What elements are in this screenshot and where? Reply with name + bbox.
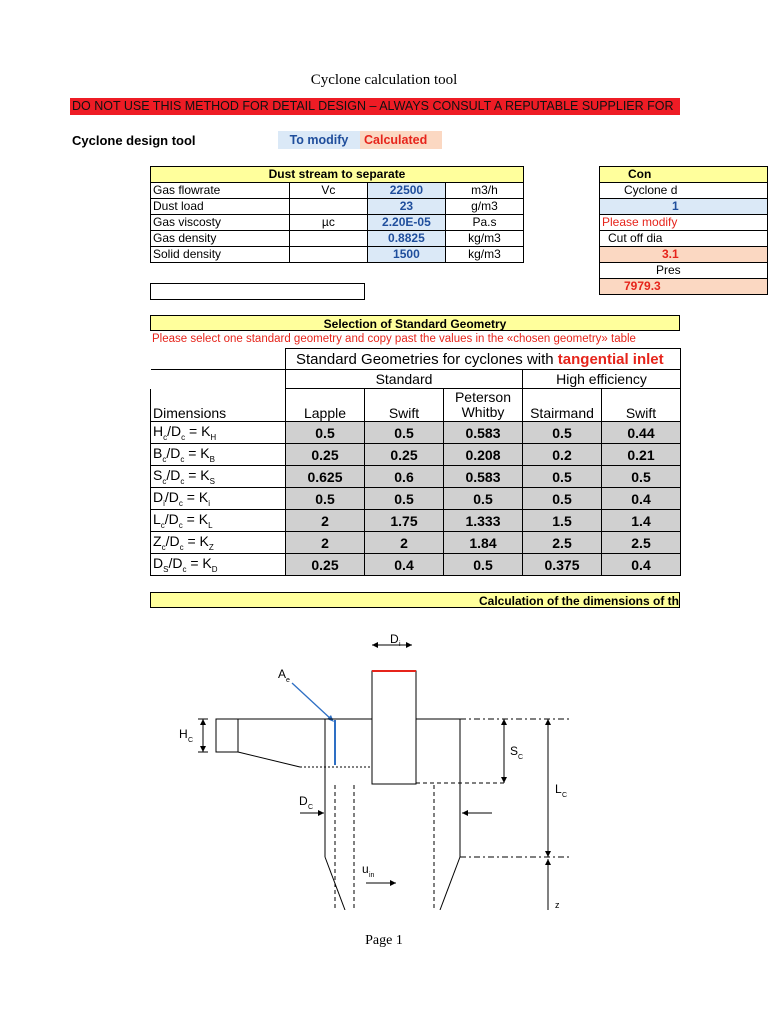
row-unit: Pa.s [445,215,523,231]
result-label: Cyclone d [600,183,768,199]
cell: 0.5 [444,554,523,576]
group-standard: Standard [286,370,523,389]
dust-table-title: Dust stream to separate [151,167,524,183]
tool-label: Cyclone design tool [72,133,196,148]
selection-title: Selection of Standard Geometry [150,315,680,331]
cell: 1.5 [523,510,602,532]
label-ae: A [278,667,287,681]
cell: 1.333 [444,510,523,532]
cell: 0.375 [523,554,602,576]
table-row [151,215,524,231]
cell: 0.4 [602,554,681,576]
label-dc: D [299,794,308,808]
table-row [151,183,524,199]
label-dc-sub: C [308,804,314,811]
cell: 0.4 [365,554,444,576]
dimensions-label: Dimensions [151,389,286,422]
legend-calculated: Calculated [360,131,442,149]
row-symbol [289,231,367,247]
cell: 1.75 [365,510,444,532]
row-name: Gas density [151,231,290,247]
row-value[interactable]: 1500 [367,247,445,263]
page-footer: Page 1 [365,933,403,948]
cell: 0.21 [602,444,681,466]
cell: 0.5 [365,488,444,510]
label-hc-sub: C [188,737,194,744]
row-value[interactable]: 23 [367,199,445,215]
page-title: Cyclone calculation tool [310,72,458,88]
row-value[interactable]: 22500 [367,183,445,199]
table-row [151,199,524,215]
table-row [151,231,524,247]
col-peterson-whitby: Peterson Whitby [444,389,523,422]
result-table-title: Con [600,167,768,183]
cell: 0.44 [602,422,681,444]
row-name: Gas flowrate [151,183,290,199]
row-symbol: Vc [289,183,367,199]
table-row [151,247,524,263]
label-uin-sub: in [369,872,375,879]
dim-label: $S_c/D_c = K_S$ [151,466,286,488]
row-unit: kg/m3 [445,231,523,247]
label-uin: u [362,862,369,876]
cell: 1.4 [602,510,681,532]
row-symbol [289,247,367,263]
calc-dimensions-bar: Calculation of the dimensions of th [150,592,680,608]
row-unit: g/m3 [445,199,523,215]
result-value: 3.1 [600,247,768,263]
cell: 0.4 [602,488,681,510]
label-z: z [555,900,560,910]
cell: 0.5 [523,488,602,510]
cell: 2 [365,532,444,554]
row-value[interactable]: 0.8825 [367,231,445,247]
result-label: Pres [600,263,768,279]
cell: 0.583 [444,422,523,444]
cell: 0.5 [523,466,602,488]
dim-label: $B_c/D_c = K_B$ [151,444,286,466]
cell: 0.5 [286,488,365,510]
cell: 0.25 [286,444,365,466]
row-unit: m3/h [445,183,523,199]
row-symbol [289,199,367,215]
cell: 0.5 [444,488,523,510]
label-di: D [390,632,399,646]
cell: 1.84 [444,532,523,554]
row-symbol: µc [289,215,367,231]
label-lc-sub: C [562,792,568,799]
label-sc: S [510,744,519,758]
row-unit: kg/m3 [445,247,523,263]
cell: 0.208 [444,444,523,466]
dim-label: $Z_c/D_c = K_Z$ [151,532,286,554]
cell: 0.5 [286,422,365,444]
cell: 0.583 [444,466,523,488]
cell: 2.5 [602,532,681,554]
result-value: 7979.3 [600,279,768,295]
table-row [151,444,681,466]
cell: 2 [286,532,365,554]
cell: 2.5 [523,532,602,554]
group-high-efficiency: High efficiency [523,370,681,389]
legend-modify: To modify [278,131,360,149]
cell: 0.625 [286,466,365,488]
table-row [151,488,681,510]
col-lapple: Lapple [286,389,365,422]
table-row [151,466,681,488]
cell: 0.5 [523,422,602,444]
geometries-table [150,348,681,576]
cell: 0.25 [286,554,365,576]
label-lc: L [555,782,562,796]
result-note: Please modify [600,215,768,231]
cell: 0.25 [365,444,444,466]
col-stairmand: Stairmand [523,389,602,422]
row-name: Dust load [151,199,290,215]
col-swift: Swift [365,389,444,422]
cyclone-diagram [170,625,600,910]
label-ae-sub: e [286,677,290,684]
table-row [151,532,681,554]
row-value[interactable]: 2.20E-05 [367,215,445,231]
row-name: Gas viscosty [151,215,290,231]
cell: 0.5 [365,422,444,444]
row-name: Solid density [151,247,290,263]
geometries-heading: Standard Geometries for cyclones with tangential inlet [286,349,681,370]
dim-label: $H_c/D_c = K_H$ [151,422,286,444]
table-row [151,554,681,576]
dim-label: $D_S/D_c = K_D$ [151,554,286,576]
selection-instruction: Please select one standard geometry and copy past the values in the «chosen geometry» table [152,333,636,345]
label-sc-sub: C [518,754,524,761]
cyclone-result-table [599,166,768,295]
cell: 0.6 [365,466,444,488]
result-value[interactable]: 1 [600,199,768,215]
vortex-finder [372,671,416,784]
cell: 2 [286,510,365,532]
dim-label: $L_c/D_c = K_L$ [151,510,286,532]
empty-input-box[interactable] [150,283,365,300]
label-hc: H [179,727,188,741]
warning-banner: DO NOT USE THIS METHOD FOR DETAIL DESIGN – ALWAYS CONSULT A REPUTABLE SUPPLIER FOR [70,98,680,115]
col-swift-he: Swift [602,389,681,422]
table-row [151,510,681,532]
result-label: Cut off dia [600,231,768,247]
dust-stream-table [150,166,524,263]
dim-label: $D_i/D_c = K_i$ [151,488,286,510]
cell: 0.5 [602,466,681,488]
cell: 0.2 [523,444,602,466]
table-row [151,422,681,444]
label-di-sub: i [399,641,401,648]
